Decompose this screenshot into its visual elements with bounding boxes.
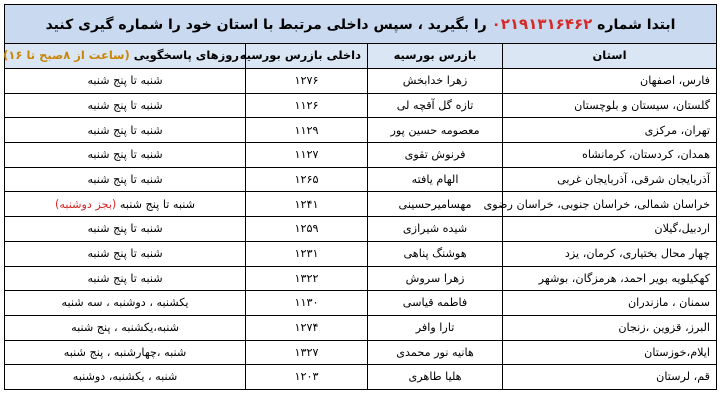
inspector-cell: الهام یافته xyxy=(368,167,503,192)
province-cell: گلستان، سیستان و بلوچستان xyxy=(503,93,717,118)
table-row xyxy=(5,365,717,390)
column-header-days xyxy=(5,44,246,69)
days-text: شنبه تا پنج شنبه xyxy=(87,123,163,137)
extension-cell[interactable]: ۱۳۲۷ xyxy=(246,340,368,365)
days-text: شنبه تا پنج شنبه xyxy=(87,271,163,285)
instruction-text-before: ابتدا شماره xyxy=(597,16,676,33)
inspector-cell: تارا وافر xyxy=(368,315,503,340)
extension-cell[interactable]: ۱۱۲۹ xyxy=(246,118,368,143)
province-cell: اردبیل،گیلان xyxy=(503,217,717,242)
inspector-cell: زهرا سروش xyxy=(368,266,503,291)
instruction-text-after: را بگیرید ، سپس داخلی مرتبط با استان خود را شماره گیری کنید xyxy=(45,16,487,33)
table-row xyxy=(5,192,717,217)
title-row xyxy=(5,5,717,44)
inspector-extension-table xyxy=(4,4,717,390)
inspector-cell: شیده شیرازی xyxy=(368,217,503,242)
instruction-header xyxy=(5,5,717,44)
days-note: (بجز دوشنبه) xyxy=(55,197,117,211)
days-text: شنبه تا پنج شنبه xyxy=(87,247,163,261)
days-cell xyxy=(5,192,246,217)
days-cell xyxy=(5,167,246,192)
days-text: شنبه تا پنج شنبه xyxy=(87,74,163,88)
days-cell xyxy=(5,340,246,365)
extension-cell[interactable]: ۱۲۴۱ xyxy=(246,192,368,217)
column-header-row xyxy=(5,44,717,69)
inspector-cell: فرنوش تقوی xyxy=(368,143,503,168)
table-row xyxy=(5,266,717,291)
days-text: شنبه،یکشنبه ، پنج شنبه xyxy=(71,321,179,335)
table-row xyxy=(5,217,717,242)
days-hours: (ساعت از ۸صبح تا ۱۶) xyxy=(3,48,130,63)
days-label: روزهای پاسخگویی xyxy=(133,48,240,63)
table-row xyxy=(5,118,717,143)
days-cell xyxy=(5,315,246,340)
province-cell: چهار محال بختیاری، کرمان، یزد xyxy=(503,241,717,266)
days-text: یکشنبه ، دوشنبه ، سه شنبه xyxy=(61,296,189,310)
days-text: شنبه ،چهارشنبه ، پنج شنبه xyxy=(63,345,187,359)
table-row xyxy=(5,315,717,340)
days-cell xyxy=(5,93,246,118)
days-cell xyxy=(5,143,246,168)
days-cell xyxy=(5,291,246,316)
days-text: شنبه تا پنج شنبه xyxy=(87,98,163,112)
days-cell xyxy=(5,365,246,390)
table-row xyxy=(5,291,717,316)
table-row xyxy=(5,69,717,94)
province-cell: آذربایجان شرقی، آذربایجان غربی xyxy=(503,167,717,192)
days-text: شنبه تا پنج شنبه xyxy=(87,172,163,186)
table-row xyxy=(5,340,717,365)
inspector-cell: تازه گل آقچه لی xyxy=(368,93,503,118)
extension-cell[interactable]: ۱۲۶۵ xyxy=(246,167,368,192)
province-cell: تهران، مرکزی xyxy=(503,118,717,143)
extension-cell[interactable]: ۱۲۳۱ xyxy=(246,241,368,266)
province-cell: سمنان ، مازندران xyxy=(503,291,717,316)
province-cell: قم، لرستان xyxy=(503,365,717,390)
extension-cell[interactable]: ۱۱۲۶ xyxy=(246,93,368,118)
extension-cell[interactable]: ۱۲۷۶ xyxy=(246,69,368,94)
province-cell: البرز، قزوین ،زنجان xyxy=(503,315,717,340)
days-cell xyxy=(5,217,246,242)
extension-cell[interactable]: ۱۲۰۳ xyxy=(246,365,368,390)
inspector-cell: مهسامیرحسینی xyxy=(368,192,503,217)
extension-cell[interactable]: ۱۱۲۷ xyxy=(246,143,368,168)
inspector-cell: زهرا خدابخش xyxy=(368,69,503,94)
extension-cell[interactable]: ۱۲۷۴ xyxy=(246,315,368,340)
days-text: شنبه تا پنج شنبه xyxy=(87,148,163,162)
days-text: شنبه تا پنج شنبه xyxy=(87,222,163,236)
extension-cell[interactable]: ۱۲۵۹ xyxy=(246,217,368,242)
days-cell xyxy=(5,266,246,291)
inspector-cell: فاطمه قیاسی xyxy=(368,291,503,316)
inspector-cell: هلیا طاهری xyxy=(368,365,503,390)
days-cell xyxy=(5,118,246,143)
table-row xyxy=(5,143,717,168)
inspector-cell: هوشنگ پناهی xyxy=(368,241,503,266)
days-text: شنبه تا پنج شنبه xyxy=(119,197,196,211)
contact-table-container xyxy=(4,4,716,414)
extension-cell[interactable]: ۱۳۲۲ xyxy=(246,266,368,291)
inspector-cell: هانیه نور محمدی xyxy=(368,340,503,365)
days-text: شنبه ، یکشنبه، دوشنبه xyxy=(72,370,178,384)
days-cell xyxy=(5,69,246,94)
table-row xyxy=(5,241,717,266)
column-header-extension: داخلی بازرس بورسیه xyxy=(246,44,368,69)
province-cell: ایلام،خوزستان xyxy=(503,340,717,365)
column-header-province: استان xyxy=(503,44,717,69)
province-cell: خراسان شمالی، خراسان جنوبی، خراسان رضوی xyxy=(503,192,717,217)
province-cell: همدان، کردستان، کرمانشاه xyxy=(503,143,717,168)
table-row xyxy=(5,93,717,118)
days-cell xyxy=(5,241,246,266)
province-cell: کهکیلویه بویر احمد، هرمزگان، بوشهر xyxy=(503,266,717,291)
table-row xyxy=(5,167,717,192)
extension-cell[interactable]: ۱۱۳۰ xyxy=(246,291,368,316)
inspector-cell: معصومه حسین پور xyxy=(368,118,503,143)
phone-number[interactable]: ۰۲۱۹۱۳۱۶۴۶۲ xyxy=(491,14,593,33)
column-header-inspector: بازرس بورسیه xyxy=(368,44,503,69)
province-cell: فارس، اصفهان xyxy=(503,69,717,94)
